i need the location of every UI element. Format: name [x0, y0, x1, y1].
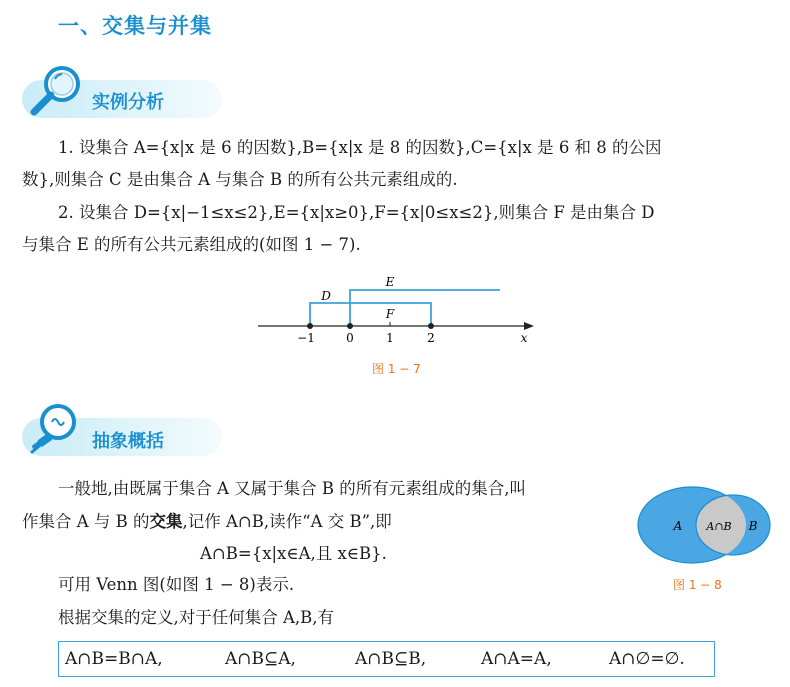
axis-arrow	[524, 322, 534, 330]
label-e: E	[385, 275, 395, 289]
tick-label-minus-1: −1	[297, 331, 315, 345]
formula-empty-set: A∩∅=∅.	[609, 649, 685, 669]
abstract-line5: 根据交集的定义,对于任何集合 A,B,有	[58, 608, 335, 627]
intersection-term: 交集	[149, 512, 183, 531]
section-title: 一、交集与并集	[58, 14, 212, 38]
figure-1-7-number-line	[250, 268, 550, 358]
figure-1-7-caption: 图 1 − 7	[372, 362, 421, 376]
abstract-line2	[22, 510, 392, 534]
abstract-label: 抽象概括	[92, 431, 164, 452]
abstract-line1: 一般地,由既属于集合 A 又属于集合 B 的所有元素组成的集合,叫	[58, 479, 527, 498]
example-p2-line2: 与集合 E 的所有公共元素组成的(如图 1 − 7).	[22, 235, 361, 254]
venn-label-a: A	[673, 519, 683, 533]
figure-1-8-venn-diagram	[630, 480, 780, 572]
tick-label-0: 0	[346, 331, 354, 345]
formula-idempotent: A∩A=A,	[481, 649, 552, 669]
label-d: D	[321, 289, 331, 303]
segment-d	[310, 303, 431, 326]
point-2	[428, 323, 434, 329]
abstract-line4: 可用 Venn 图(如图 1 − 8)表示.	[58, 575, 295, 594]
abstract-line2-pre: 作集合 A 与 B 的	[22, 512, 150, 531]
segment-e	[350, 290, 500, 326]
example-p2-line1: 2. 设集合 D={x|−1≤x≤2},E={x|x≥0},F={x|0≤x≤2},则集合 F 是由集合 D	[58, 203, 655, 222]
venn-label-b: B	[748, 519, 758, 533]
venn-label-ab: A∩B	[706, 520, 732, 533]
label-f: F	[385, 307, 395, 321]
point-0	[347, 323, 353, 329]
intersection-properties-box	[58, 641, 715, 677]
lightbulb-icon	[28, 400, 84, 456]
formula-commutative: A∩B=B∩A,	[65, 649, 163, 669]
example-label: 实例分析	[92, 92, 164, 113]
point-minus-1	[307, 323, 313, 329]
abstract-line2-post: ,记作 A∩B,读作“A 交 B”,即	[182, 512, 392, 531]
formula-subset-a: A∩B⊆A,	[225, 649, 296, 669]
example-p1-line1: 1. 设集合 A={x|x 是 6 的因数},B={x|x 是 8 的因数},C={x|x 是 6 和 8 的公因	[58, 138, 662, 157]
tick-label-2: 2	[427, 331, 435, 345]
formula-subset-b: A∩B⊆B,	[355, 649, 427, 669]
intersection-definition: A∩B={x|x∈A,且 x∈B}.	[200, 544, 387, 563]
example-p1-line2: 数},则集合 C 是由集合 A 与集合 B 的所有公共元素组成的.	[22, 170, 458, 189]
tick-label-1: 1	[386, 331, 394, 345]
magnifier-icon	[26, 62, 86, 118]
axis-label-x: x	[520, 331, 528, 345]
figure-1-8-caption: 图 1 − 8	[673, 578, 722, 592]
